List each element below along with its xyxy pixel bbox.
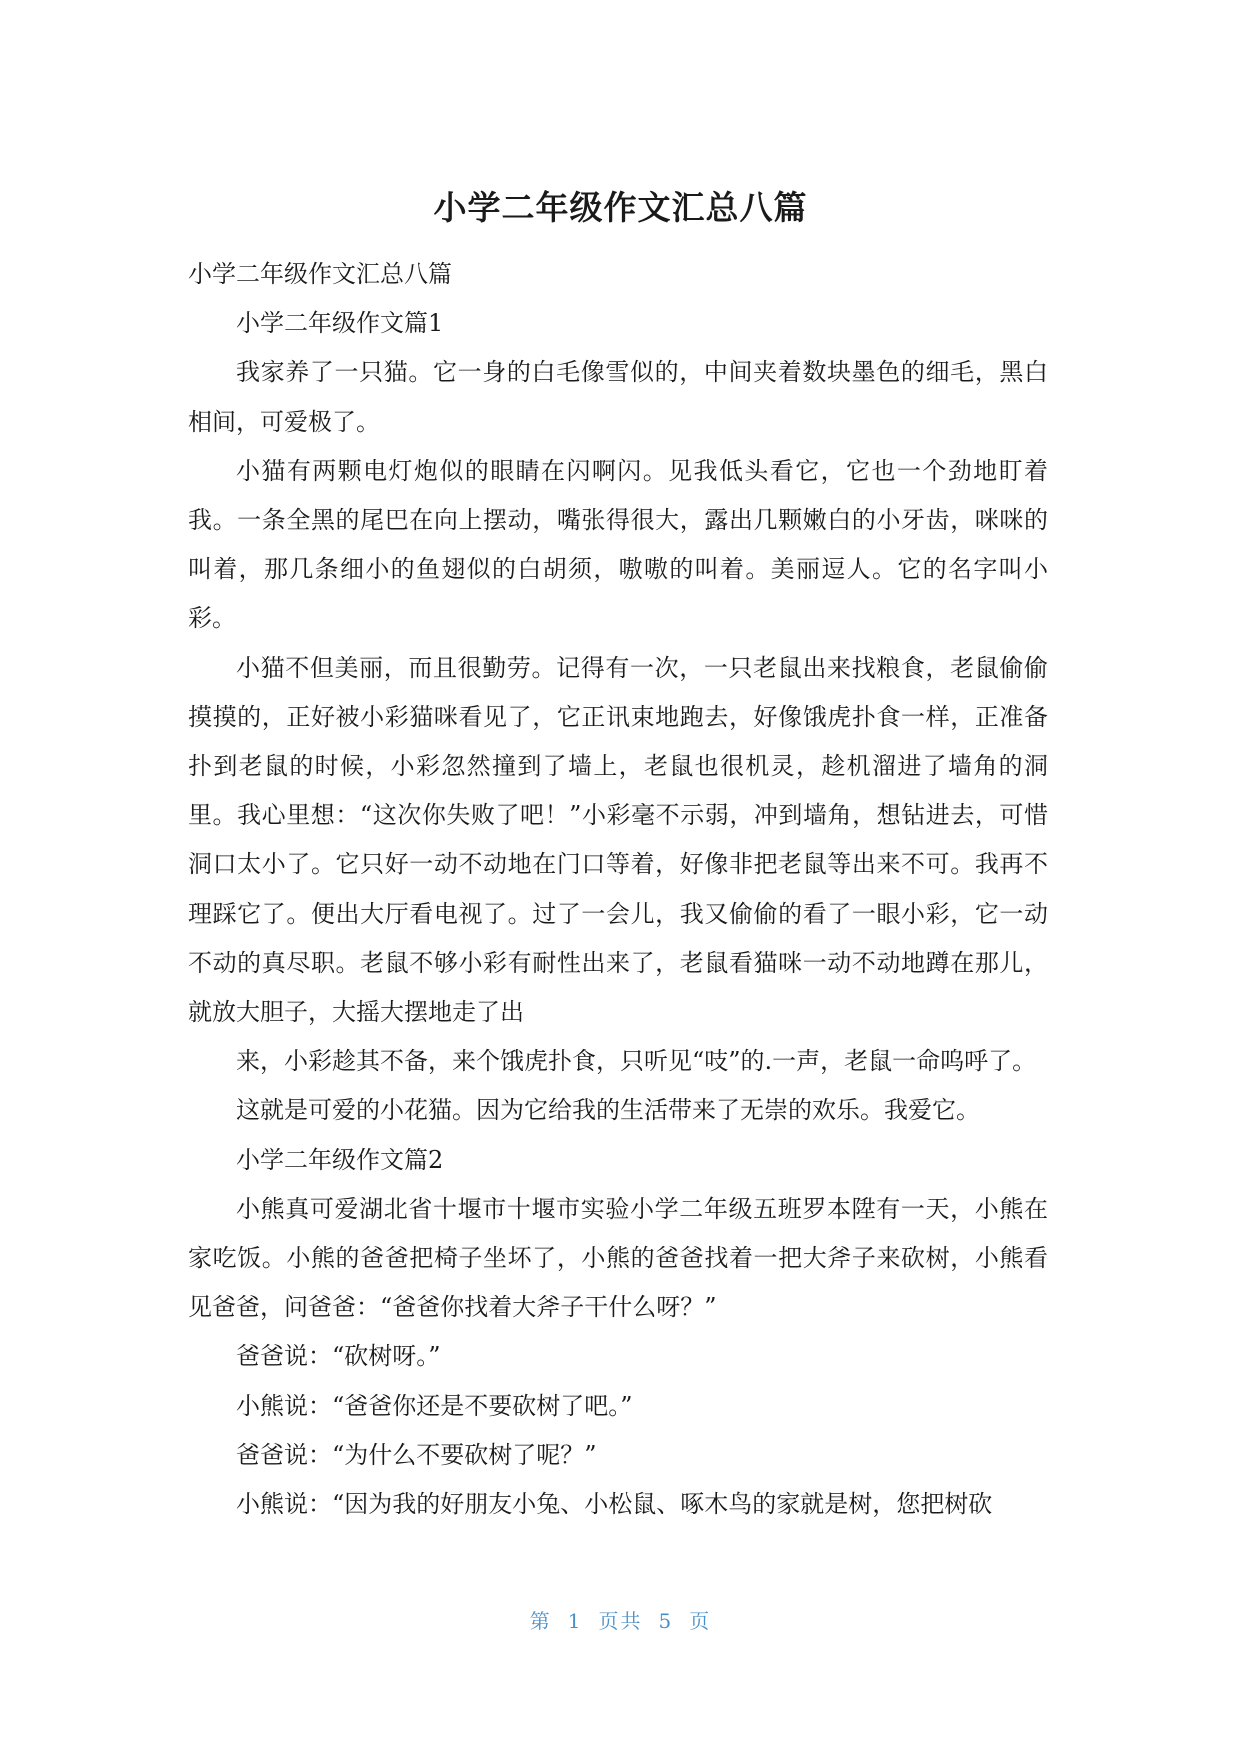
footer-suffix: 页 (689, 1609, 712, 1633)
footer-middle: 页共 (598, 1609, 643, 1633)
paragraph: 小猫有两颗电灯炮似的眼睛在闪啊闪。见我低头看它，它也一个劲地盯着我。一条全黑的尾巴在向上摆动，嘴张得很大，露出几颗嫩白的小牙齿，咪咪的叫着，那几条细小的鱼翅似的白胡须，嗷嗷的叫着。美丽逗人。它的名字叫小彩。 (188, 456, 1048, 633)
section-heading-2: 小学二年级作文篇2 (236, 1145, 444, 1174)
document-subtitle: 小学二年级作文汇总八篇 (188, 260, 452, 288)
document-body (188, 250, 1048, 1529)
paragraph: 来，小彩趁其不备，来个饿虎扑食，只听见“吱”的.一声，老鼠一命呜呼了。 (236, 1047, 1037, 1076)
footer-prefix: 第 (529, 1609, 552, 1633)
paragraph: 爸爸说：“为什么不要砍树了呢？” (236, 1440, 597, 1469)
footer-current-page: 1 (567, 1609, 583, 1633)
document-title: 小学二年级作文汇总八篇 (433, 188, 808, 227)
paragraph: 爸爸说：“砍树呀。” (236, 1342, 441, 1371)
page-footer (0, 1605, 1241, 1634)
footer-total-pages: 5 (658, 1609, 674, 1633)
paragraph: 小熊真可爱湖北省十堰市十堰市实验小学二年级五班罗本陞有一天，小熊在家吃饭。小熊的爸爸把椅子坐坏了，小熊的爸爸找着一把大斧子来砍树，小熊看见爸爸，问爸爸：“爸爸你找着大斧子干什么呀？” (188, 1194, 1048, 1322)
section-heading-1: 小学二年级作文篇1 (236, 309, 444, 338)
paragraph: 小熊说：“爸爸你还是不要砍树了吧。” (236, 1391, 633, 1420)
paragraph: 小熊说：“因为我的好朋友小兔、小松鼠、啄木鸟的家就是树，您把树砍 (236, 1490, 993, 1519)
paragraph: 小猫不但美丽，而且很勤劳。记得有一次，一只老鼠出来找粮食，老鼠偷偷摸摸的，正好被小彩猫咪看见了，它正讯束地跑去，好像饿虎扑食一样，正准备扑到老鼠的时候，小彩忽然撞到了墙上，老鼠也很机灵，趁机溜进了墙角的洞里。我心里想：“这次你失败了吧！”小彩毫不示弱，冲到墙角，想钻进去，可惜洞口太小了。它只好一动不动地在门口等着，好像非把老鼠等出来不可。我再不理踩它了。便出大厅看电视了。过了一会儿，我又偷偷的看了一眼小彩，它一动不动的真尽职。老鼠不够小彩有耐性出来了，老鼠看猫咪一动不动地蹲在那儿，就放大胆子，大摇大摆地走了出 (188, 653, 1048, 1027)
paragraph: 我家养了一只猫。它一身的白毛像雪似的，中间夹着数块墨色的细毛，黑白相间，可爱极了。 (188, 358, 1048, 436)
paragraph: 这就是可爱的小花猫。因为它给我的生活带来了无崇的欢乐。我爱它。 (236, 1096, 980, 1125)
